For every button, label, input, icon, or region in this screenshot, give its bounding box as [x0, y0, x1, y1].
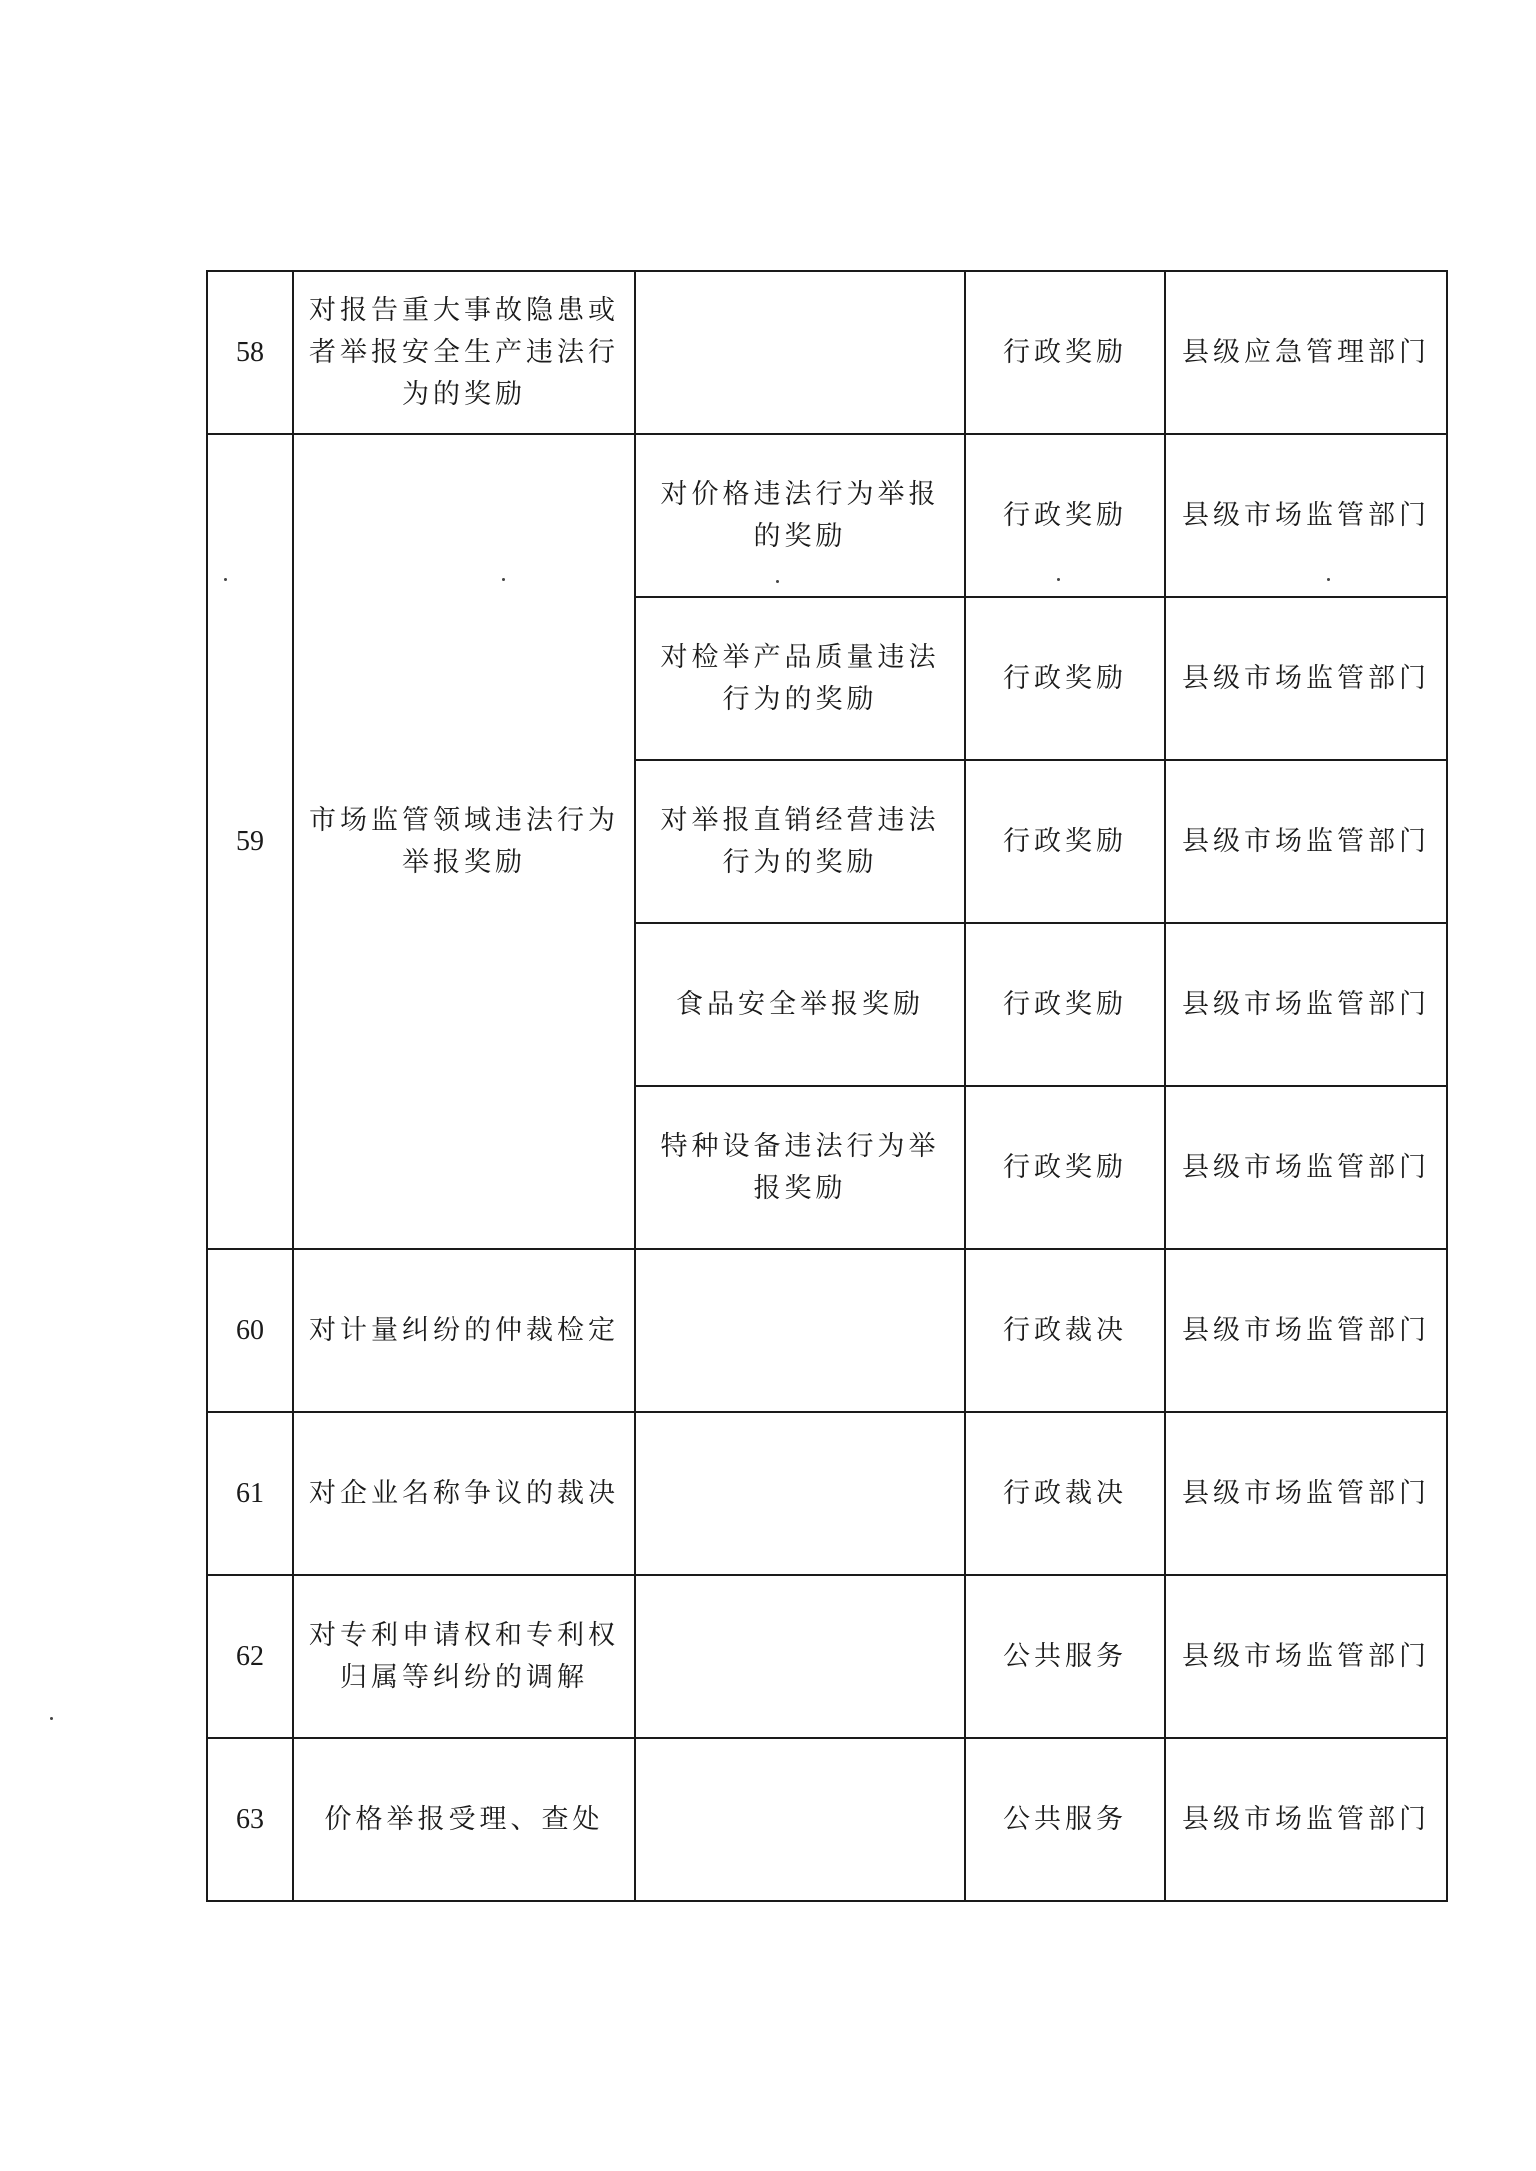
item-name: 对企业名称争议的裁决	[293, 1412, 635, 1575]
item-department: 县级市场监管部门	[1165, 760, 1447, 923]
sub-item: 特种设备违法行为举报奖励	[635, 1086, 965, 1249]
table-row	[207, 1412, 1447, 1575]
item-type: 公共服务	[965, 1738, 1165, 1901]
item-department: 县级市场监管部门	[1165, 1575, 1447, 1738]
row-number: 63	[207, 1738, 293, 1901]
item-type: 行政奖励	[965, 434, 1165, 597]
item-department: 县级市场监管部门	[1165, 597, 1447, 760]
sub-item: 对举报直销经营违法行为的奖励	[635, 760, 965, 923]
row-number: 61	[207, 1412, 293, 1575]
item-department: 县级应急管理部门	[1165, 271, 1447, 434]
item-department: 县级市场监管部门	[1165, 1249, 1447, 1412]
scan-speck	[50, 1717, 53, 1720]
sub-item	[635, 271, 965, 434]
sub-item: 食品安全举报奖励	[635, 923, 965, 1086]
table-row	[207, 1249, 1447, 1412]
row-number: 62	[207, 1575, 293, 1738]
table-row	[207, 1738, 1447, 1901]
item-department: 县级市场监管部门	[1165, 923, 1447, 1086]
scan-speck	[224, 578, 227, 581]
item-department: 县级市场监管部门	[1165, 434, 1447, 597]
row-number: 58	[207, 271, 293, 434]
sub-item	[635, 1738, 965, 1901]
item-type: 行政奖励	[965, 760, 1165, 923]
item-type: 行政裁决	[965, 1249, 1165, 1412]
item-department: 县级市场监管部门	[1165, 1412, 1447, 1575]
sub-item: 对检举产品质量违法行为的奖励	[635, 597, 965, 760]
sub-item	[635, 1412, 965, 1575]
item-table	[206, 270, 1448, 1902]
item-type: 行政奖励	[965, 1086, 1165, 1249]
item-name: 对计量纠纷的仲裁检定	[293, 1249, 635, 1412]
row-number: 60	[207, 1249, 293, 1412]
scan-speck	[1057, 578, 1060, 581]
item-department: 县级市场监管部门	[1165, 1086, 1447, 1249]
sub-item	[635, 1249, 965, 1412]
item-name: 市场监管领域违法行为举报奖励	[293, 434, 635, 1249]
table-row	[207, 434, 1447, 597]
scan-speck	[502, 578, 505, 581]
sub-item	[635, 1575, 965, 1738]
scan-speck	[1327, 578, 1330, 581]
item-name: 对专利申请权和专利权归属等纠纷的调解	[293, 1575, 635, 1738]
item-name: 价格举报受理、查处	[293, 1738, 635, 1901]
item-type: 行政奖励	[965, 597, 1165, 760]
scan-speck	[776, 580, 779, 583]
item-type: 公共服务	[965, 1575, 1165, 1738]
item-name: 对报告重大事故隐患或者举报安全生产违法行为的奖励	[293, 271, 635, 434]
table-row	[207, 271, 1447, 434]
item-type: 行政奖励	[965, 271, 1165, 434]
table-row	[207, 1575, 1447, 1738]
item-department: 县级市场监管部门	[1165, 1738, 1447, 1901]
item-type: 行政奖励	[965, 923, 1165, 1086]
sub-item: 对价格违法行为举报的奖励	[635, 434, 965, 597]
item-type: 行政裁决	[965, 1412, 1165, 1575]
row-number: 59	[207, 434, 293, 1249]
